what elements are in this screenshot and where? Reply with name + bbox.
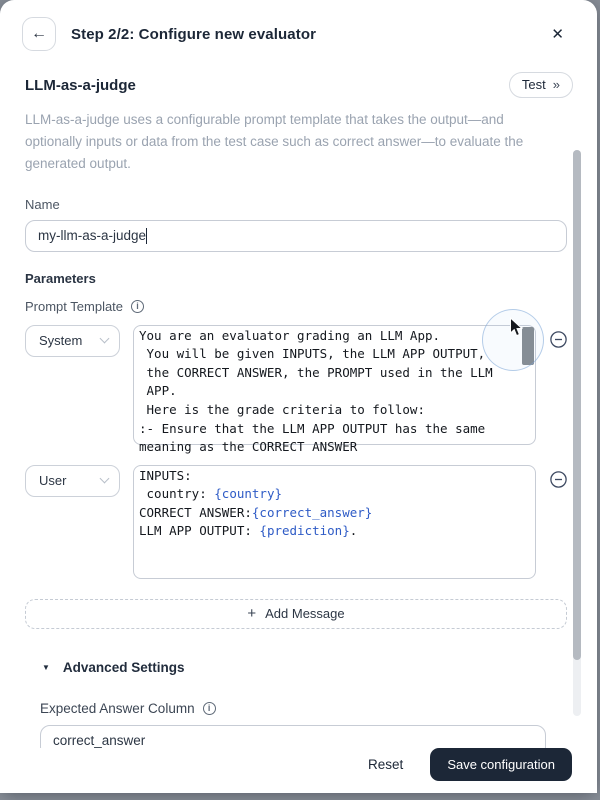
reset-button[interactable]: Reset [368, 757, 404, 772]
evaluator-heading-row [25, 72, 567, 98]
back-arrow-icon: ← [31, 25, 47, 42]
role-select-system[interactable] [25, 325, 120, 357]
add-message-button[interactable] [25, 599, 567, 629]
back-button[interactable] [22, 17, 56, 51]
advanced-settings-label: Advanced Settings [62, 659, 185, 675]
textarea-scrollbar-thumb[interactable] [522, 327, 534, 365]
name-input-value: my-llm-as-a-judge [38, 228, 147, 244]
info-icon[interactable]: i [131, 300, 144, 313]
advanced-settings-toggle[interactable] [42, 660, 184, 675]
evaluator-title: LLM-as-a-judge [25, 76, 136, 94]
modal-content [0, 72, 597, 781]
system-prompt-textarea[interactable] [133, 325, 536, 455]
remove-message-button-system[interactable] [550, 331, 567, 348]
expected-answer-label: Expected Answer Column [40, 700, 195, 716]
modal-title: Step 2/2: Configure new evaluator [71, 25, 317, 43]
system-prompt-text: You are an evaluator grading an LLM App. You will be given INPUTS, the LLM APP OUTPUT, the CORRECT ANSWER, the PROMPT used in the LLM APP. Here is the grade criteria to follow: :- Ensure that the LLM APP OUTPUT has the same meaning as the CORRECT ANSWER [139, 327, 493, 455]
text-caret [146, 228, 147, 244]
user-prompt-textarea[interactable] [133, 465, 536, 579]
save-configuration-button[interactable]: Save configuration [430, 748, 572, 781]
modal-scrollbar-thumb[interactable] [573, 150, 581, 660]
prompt-template-label-row [25, 299, 567, 314]
triangle-down-icon: ▼ [42, 662, 50, 672]
close-button[interactable] [551, 25, 564, 43]
modal-scrollbar-track[interactable] [573, 150, 581, 716]
minus-circle-icon [550, 471, 567, 488]
modal-header [0, 0, 597, 51]
close-icon: ✕ [551, 26, 564, 43]
prompt-template-label: Prompt Template [25, 298, 124, 314]
role-select-user-value: User [39, 473, 67, 489]
evaluator-description: LLM-as-a-judge uses a configurable prompt template that takes the output—and optionally inputs or data from the test case such as correct answer—to evaluate the generated output. [25, 112, 524, 171]
test-button[interactable] [509, 72, 573, 98]
role-select-user[interactable] [25, 465, 120, 497]
expected-answer-value: correct_answer [53, 733, 146, 749]
remove-message-button-user[interactable] [550, 471, 567, 488]
message-row-system [25, 325, 567, 455]
message-row-user [25, 465, 567, 579]
plus-icon: + [247, 605, 257, 623]
double-chevron-right-icon: » [552, 77, 560, 92]
role-select-system-value: System [39, 333, 83, 349]
name-label: Name [25, 196, 60, 212]
expected-answer-label-row [40, 701, 567, 716]
name-input[interactable] [25, 220, 567, 252]
chevron-down-icon [100, 334, 110, 344]
test-button-label: Test [521, 77, 546, 92]
chevron-down-icon [100, 474, 110, 484]
info-icon[interactable]: i [203, 702, 216, 715]
user-prompt-text: INPUTS: country: {country} CORRECT ANSWER:{correct_answer} LLM APP OUTPUT: {prediction}. [139, 467, 373, 539]
add-message-label: Add Message [265, 606, 345, 622]
modal-footer [0, 748, 597, 793]
parameters-label: Parameters [25, 270, 96, 286]
minus-circle-icon [550, 331, 567, 348]
